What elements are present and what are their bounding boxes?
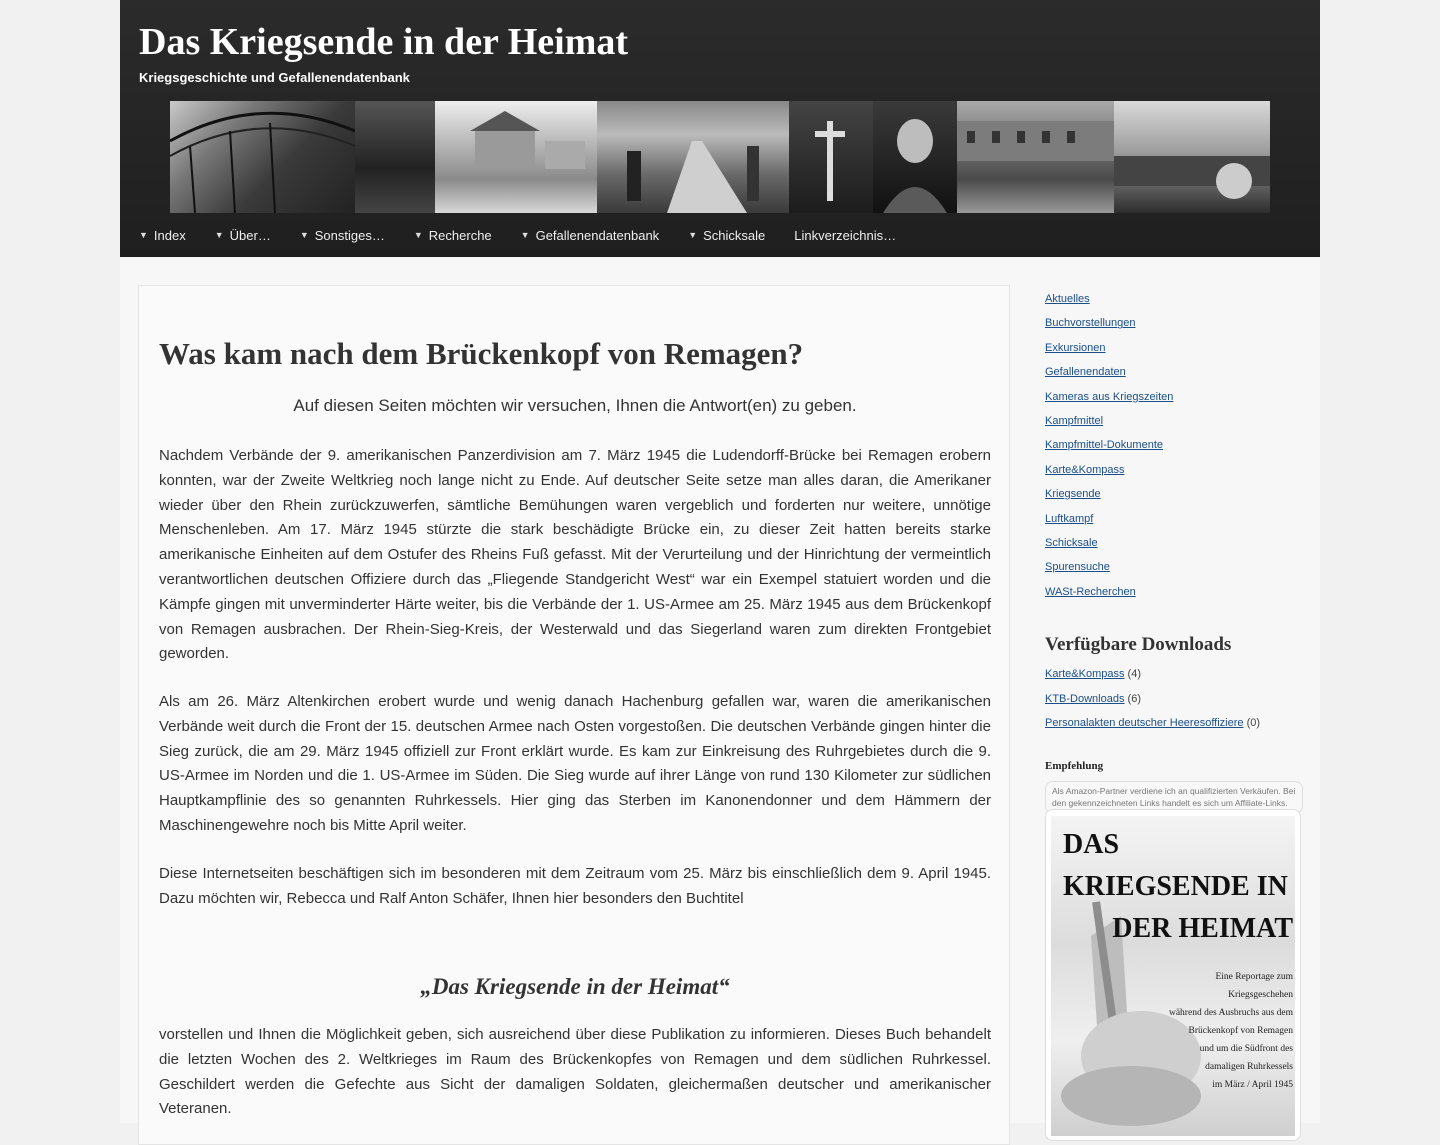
cover-subtitle-line: damaligen Ruhrkessels bbox=[1205, 1062, 1293, 1072]
article-title: Was kam nach dem Brückenkopf von Remagen? bbox=[159, 336, 804, 371]
site-header bbox=[120, 0, 1320, 257]
nav-item-label: Schicksale bbox=[703, 227, 766, 243]
nav-item-label: Recherche bbox=[428, 227, 492, 243]
nav-item-ueber[interactable] bbox=[215, 228, 271, 243]
sidebar bbox=[1045, 287, 1303, 1090]
download-item bbox=[1045, 687, 1303, 711]
cover-title-line-1: DAS KRIEGSENDE IN bbox=[1063, 829, 1288, 902]
nav-item-label: Linkverzeichnis… bbox=[794, 227, 897, 243]
article-paragraph-1: Nachdem Verbände der 9. amerikanischen Panzerdivision am 7. März 1945 die Ludendorff-Brücke bei Remagen erobern konnten, war der Zweite Weltkrieg noch lange nicht zu Ende. Auf deutscher Seite setze man alles daran, die Amerikaner wieder über den Rhein zurückzuwerfen, sämtliche Bemühungen waren vergeblich und forderten nur weitere, unnötige Menschenleben. Am 17. März 1945 stürzte die stark beschädigte Brücke ein, zu dieser Zeit hatten bereits starke amerikanische Einheiten auf dem Ostufer des Rheins Fuß gefasst. Mit der Verurteilung und der Hinrichtung der vermeintlich verantwortlichen deutschen Offiziere durch das „Fliegende Standgericht West“ war ein Exempel statuiert worden und die Kämpfe gingen mit unverminderter Härte weiter, bis die Verbände der 1. US-Armee am 25. März 1945 aus dem Brückenkopf von Remagen ausbrachen. Der Rhein-Sieg-Kreis, der Westerwald und das Siegerland waren zum direkten Frontgebiet geworden. bbox=[159, 447, 991, 663]
download-link-karte-kompass[interactable]: Karte&Kompass bbox=[1045, 668, 1125, 681]
cover-subtitle-line: Eine Reportage zum Kriegsgeschehen bbox=[1215, 972, 1293, 1000]
nav-item-linkverzeichnis[interactable] bbox=[794, 228, 896, 243]
download-count: (0) bbox=[1246, 717, 1261, 730]
category-link-karte-kompass[interactable]: Karte&Kompass bbox=[1045, 463, 1125, 476]
article-paragraph-3: Diese Internetseiten beschäftigen sich im besonderen mit dem Zeitraum vom 25. März bis einschließlich dem 9. April 1945. Dazu möchten wir, Rebecca und Ralf Anton Schäfer, Ihnen hier besonders den Buchtitel bbox=[159, 865, 991, 907]
category-link-schicksale[interactable]: Schicksale bbox=[1045, 537, 1098, 550]
category-link-kampfmittel-dokumente[interactable]: Kampfmittel-Dokumente bbox=[1045, 439, 1163, 452]
download-item bbox=[1045, 711, 1303, 735]
download-link-ktb[interactable]: KTB-Downloads bbox=[1045, 692, 1125, 705]
nav-item-index[interactable] bbox=[139, 228, 186, 243]
caret-down-icon: ▼ bbox=[688, 230, 698, 240]
nav-item-gefallenendatenbank[interactable] bbox=[521, 228, 660, 243]
book-cover-image[interactable] bbox=[1051, 816, 1295, 1136]
main-navigation bbox=[120, 213, 1320, 257]
caret-down-icon: ▼ bbox=[413, 230, 423, 240]
category-link-luftkampf[interactable]: Luftkampf bbox=[1045, 512, 1094, 525]
site-title-link[interactable]: Das Kriegsende in der Heimat bbox=[139, 21, 629, 63]
article-intro: Auf diesen Seiten möchten wir versuchen, Ihnen die Antwort(en) zu geben. bbox=[293, 396, 857, 415]
nav-item-sonstiges[interactable] bbox=[300, 228, 385, 243]
article-paragraph-4: vorstellen und Ihnen die Möglichkeit geben, sich ausreichend über diese Publikation zu informieren. Dieses Buch behandelt die letzten Wochen des 2. Weltkrieges im Raum des Brückenkopfes von Remagen und dem südlichen Ruhrkessel. Geschildert werden die Gefechte aus Sicht der damaligen Soldaten, gleichermaßen deutscher und amerikanischer Veteranen. bbox=[159, 1026, 991, 1118]
category-link-wast[interactable]: WASt-Recherchen bbox=[1045, 585, 1136, 598]
cover-subtitle-line: Brückenkopf von Remagen bbox=[1188, 1026, 1293, 1036]
nav-item-label: Über… bbox=[229, 227, 271, 243]
banner-photo-officer bbox=[873, 101, 957, 213]
category-link-spurensuche[interactable]: Spurensuche bbox=[1045, 561, 1110, 574]
download-count: (6) bbox=[1127, 692, 1141, 705]
site-description: Kriegsgeschichte und Gefallenendatenbank bbox=[139, 70, 410, 85]
category-link-buchvorstellungen[interactable]: Buchvorstellungen bbox=[1045, 317, 1136, 330]
downloads-widget-title: Verfügbare Downloads bbox=[1045, 634, 1232, 656]
nav-item-label: Sonstiges… bbox=[314, 227, 385, 243]
banner-photo-cross bbox=[789, 101, 873, 213]
main-article bbox=[138, 285, 1010, 1145]
nav-item-schicksale[interactable] bbox=[688, 228, 765, 243]
category-link-kriegsende[interactable]: Kriegsende bbox=[1045, 488, 1101, 501]
cover-subtitle-line: im März / April 1945 bbox=[1212, 1080, 1293, 1090]
book-title-heading: „Das Kriegsende in der Heimat“ bbox=[420, 974, 730, 999]
book-recommendation-card[interactable] bbox=[1045, 809, 1301, 1141]
cover-subtitle-line: und um die Südfront des bbox=[1199, 1044, 1293, 1054]
book-cover-subtitle bbox=[1153, 968, 1293, 1094]
category-link-kameras[interactable]: Kameras aus Kriegszeiten bbox=[1045, 390, 1174, 403]
banner-photo-parade bbox=[1114, 101, 1270, 213]
nav-item-label: Index bbox=[153, 227, 186, 243]
category-link-kampfmittel[interactable]: Kampfmittel bbox=[1045, 415, 1104, 428]
banner-photo-soldiers bbox=[355, 101, 435, 213]
article-paragraph-2: Als am 26. März Altenkirchen erobert wurde und wenig danach Hachenburg gefallen war, waren die amerikanischen Verbände weit durch die Front der 15. deutschen Armee nach Osten vorgestoßen. Die deutschen Verbände gingen hinter die Sieg zurück, die am 29. März 1945 offiziell zur Front erklärt wurde. Es kam zur Einkreisung des Ruhrgebietes durch die 9. US-Armee im Norden und die 1. US-Armee im Süden. Die Sieg wurde auf ihrer Länge von rund 130 Kilometer zur südlichen Hauptkampflinie des so genannten Ruhrkessels. Hier ging das Sterben im Kanonendonner und dem Hämmern der Maschinengewehre noch bis Mitte April weiter. bbox=[159, 693, 991, 834]
banner-photo-village bbox=[435, 101, 597, 213]
recommendation-title: Empfehlung bbox=[1045, 759, 1104, 772]
download-item bbox=[1045, 662, 1303, 686]
download-link-personalakten[interactable]: Personalakten deutscher Heeresoffiziere bbox=[1045, 717, 1244, 730]
caret-down-icon: ▼ bbox=[139, 230, 148, 240]
book-cover-title bbox=[1063, 824, 1293, 950]
nav-item-label: Gefallenendatenbank bbox=[535, 227, 660, 243]
amazon-affiliate-note: Als Amazon-Partner verdiene ich an qualifizierten Verkäufen. Bei den gekennzeichneten Links handelt es sich um Affiliate-Links. bbox=[1045, 781, 1303, 814]
page bbox=[120, 0, 1320, 1123]
category-list bbox=[1045, 287, 1303, 604]
download-count: (4) bbox=[1127, 668, 1141, 681]
cover-subtitle-line: während des Ausbruchs aus dem bbox=[1168, 1008, 1293, 1018]
header-banner-image bbox=[170, 101, 1270, 213]
caret-down-icon: ▼ bbox=[520, 230, 530, 240]
banner-photo-bridge bbox=[170, 101, 355, 213]
category-link-exkursionen[interactable]: Exkursionen bbox=[1045, 341, 1106, 354]
caret-down-icon: ▼ bbox=[214, 230, 224, 240]
banner-photo-road bbox=[597, 101, 789, 213]
banner-photo-barracks bbox=[957, 101, 1114, 213]
caret-down-icon: ▼ bbox=[299, 230, 309, 240]
category-link-gefallenendaten[interactable]: Gefallenendaten bbox=[1045, 366, 1126, 379]
category-link-aktuelles[interactable]: Aktuelles bbox=[1045, 293, 1090, 305]
nav-item-recherche[interactable] bbox=[414, 228, 492, 243]
cover-title-line-2: DER HEIMAT bbox=[1112, 913, 1293, 944]
